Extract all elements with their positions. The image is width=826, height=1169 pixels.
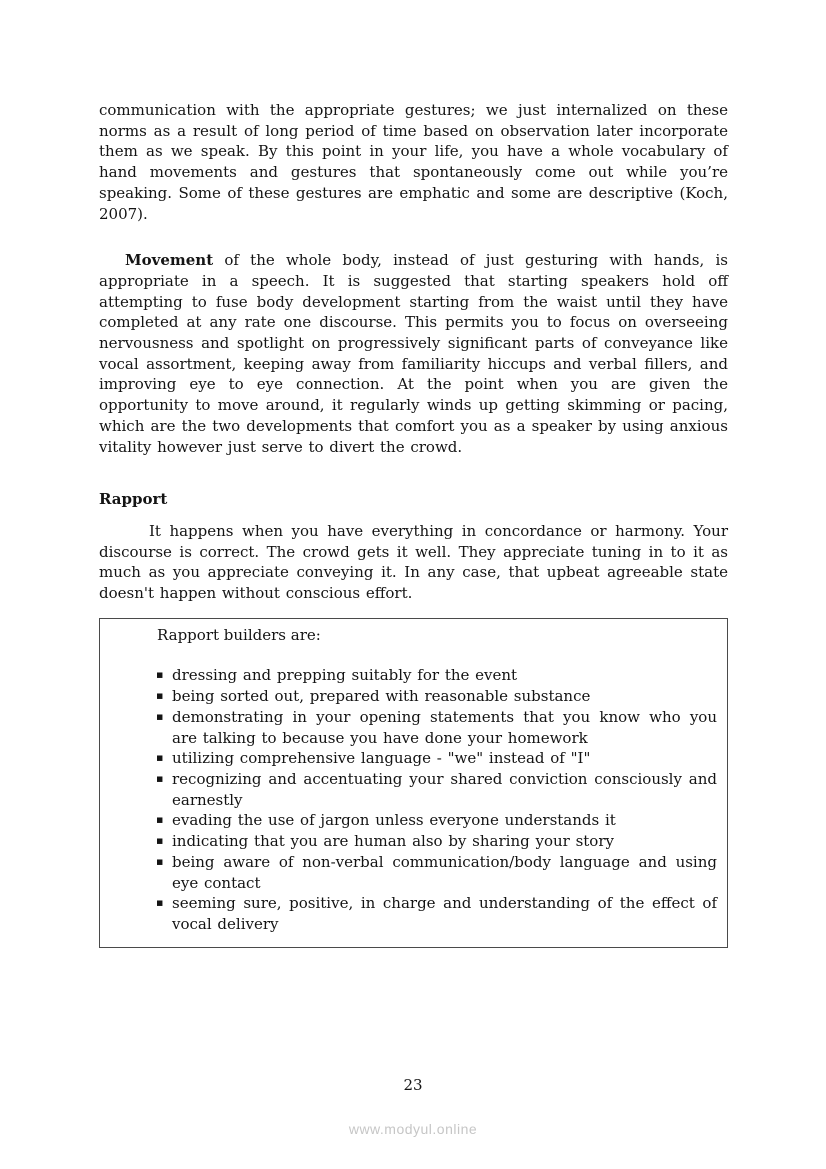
watermark: www.modyul.online (348, 1121, 478, 1137)
list-item: ▪ utilizing comprehensive language - "we" instead of "I" (112, 748, 717, 769)
paragraph-rapport: It happens when you have everything in concordance or harmony. Your discourse is correct. The crowd gets it well. They appreciate tuning in to it as much as you appreciate conveying it. In any case, that upbeat agreeable state doesn't happen without conscious effort. (99, 521, 728, 603)
list-item: ▪ dressing and prepping suitably for the event (112, 665, 717, 686)
list-item: ▪ seeming sure, positive, in charge and understanding of the effect of vocal delivery (112, 893, 717, 934)
paragraph-movement (99, 250, 728, 457)
rapport-builders-box (99, 618, 728, 948)
rapport-builders-title: Rapport builders are: (157, 625, 321, 644)
list-item: ▪ being aware of non-verbal communication/body language and using eye contact (112, 852, 717, 893)
list-item: ▪ evading the use of jargon unless everyone understands it (112, 810, 717, 831)
rapport-heading: Rapport (99, 490, 168, 509)
movement-text: of the whole body, instead of just gesturing with hands, is appropriate in a speech. It is suggested that starting speakers hold off attempting to fuse body development starting from the waist until they have completed at any rate one discourse. This permits you to focus on overseeing nervousness and spotlight on progressively significant parts of conveyance like vocal assortment, keeping away from familiarity hiccups and verbal fillers, and improving eye to eye connection. At the point when you are given the opportunity to move around, it regularly winds up getting skimming or pacing, which are the two developments that comfort you as a speaker by using anxious vitality however just serve to divert the crowd. (99, 251, 728, 456)
page-number: 23 (403, 1076, 423, 1094)
list-item: ▪ demonstrating in your opening statements that you know who you are talking to because you have done your homework (112, 707, 717, 748)
list-item: ▪ recognizing and accentuating your shared conviction consciously and earnestly (112, 769, 717, 810)
movement-term: Movement (125, 251, 214, 270)
rapport-builders-list (112, 665, 717, 934)
list-item: ▪ being sorted out, prepared with reasonable substance (112, 686, 717, 707)
document-page-content (99, 100, 728, 948)
paragraph-gestures: communication with the appropriate gestures; we just internalized on these norms as a result of long period of time based on observation later incorporate them as we speak. By this point in your life, you have a whole vocabulary of hand movements and gestures that spontaneously come out while you’re speaking. Some of these gestures are emphatic and some are descriptive (Koch, 2007). (99, 101, 728, 223)
list-item: ▪ indicating that you are human also by sharing your story (112, 831, 717, 852)
